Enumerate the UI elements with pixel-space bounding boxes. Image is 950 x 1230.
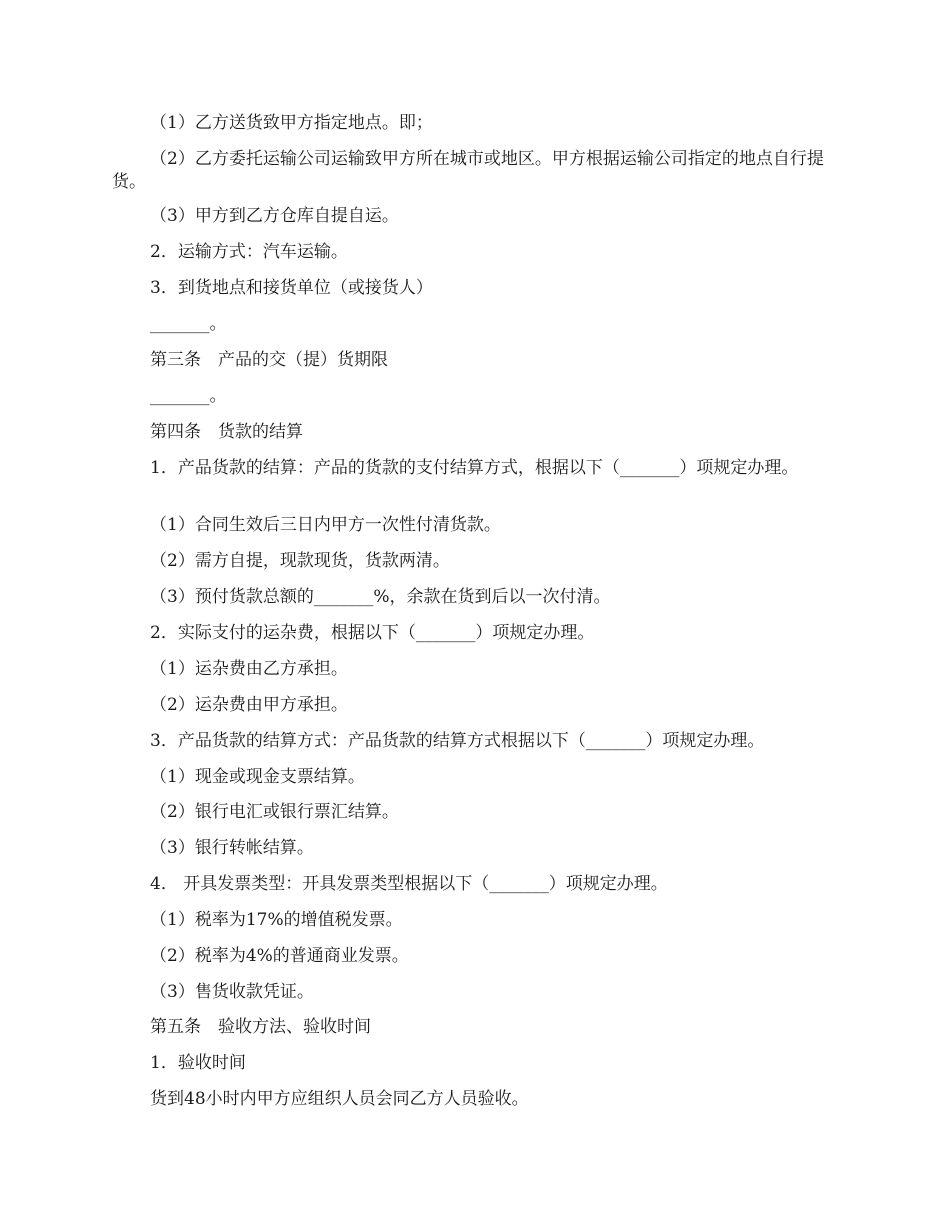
delivery-period-blank: _______。 [150, 386, 227, 406]
delivery-option-1: （1）乙方送货致甲方指定地点。即； [150, 113, 433, 133]
invoice-option-1: （1）税率为17%的增值税发票。 [150, 910, 403, 930]
inspection-time-text: 货到48小时内甲方应组织人员会同乙方人员验收。 [150, 1089, 529, 1109]
freight-option-1: （1）运杂费由乙方承担。 [150, 659, 348, 679]
article-four-heading: 第四条 货款的结算 [150, 422, 303, 442]
freight-clause: 2．实际支付的运杂费，根据以下（_______）项规定办理。 [150, 623, 595, 643]
freight-option-2: （2）运杂费由甲方承担。 [150, 695, 348, 715]
delivery-location-blank: _______。 [150, 314, 227, 334]
invoice-option-3: （3）售货收款凭证。 [150, 982, 314, 1002]
article-three-heading: 第三条 产品的交（提）货期限 [150, 350, 388, 370]
payment-option-2: （2）需方自提，现款现货，货款两清。 [150, 551, 450, 571]
payment-settlement-clause: 1．产品货款的结算：产品的货款的支付结算方式，根据以下（_______）项规定办理。 [150, 458, 799, 478]
inspection-time-heading: 1．验收时间 [150, 1053, 246, 1073]
payment-option-1: （1）合同生效后三日内甲方一次性付清货款。 [150, 515, 501, 535]
settlement-option-3: （3）银行转帐结算。 [150, 838, 314, 858]
settlement-method-clause: 3．产品货款的结算方式：产品货款的结算方式根据以下（_______）项规定办理。 [150, 731, 765, 751]
payment-option-3: （3）预付货款总额的_______%，余款在货到后以一次付清。 [150, 587, 611, 607]
transport-method: 2．运输方式：汽车运输。 [150, 242, 348, 262]
article-five-heading: 第五条 验收方法、验收时间 [150, 1017, 371, 1037]
settlement-option-2: （2）银行电汇或银行票汇结算。 [150, 802, 399, 822]
delivery-option-2: （2）乙方委托运输公司运输致甲方所在城市或地区。甲方根据运输公司指定的地点自行提货。 [112, 149, 824, 192]
invoice-type-clause: 4． 开具发票类型：开具发票类型根据以下（_______）项规定办理。 [150, 874, 668, 894]
invoice-option-2: （2）税率为4%的普通商业发票。 [150, 946, 409, 966]
delivery-location: 3．到货地点和接货单位（或接货人） [150, 278, 433, 298]
settlement-option-1: （1）现金或现金支票结算。 [150, 767, 365, 787]
delivery-option-3: （3）甲方到乙方仓库自提自运。 [150, 206, 399, 226]
